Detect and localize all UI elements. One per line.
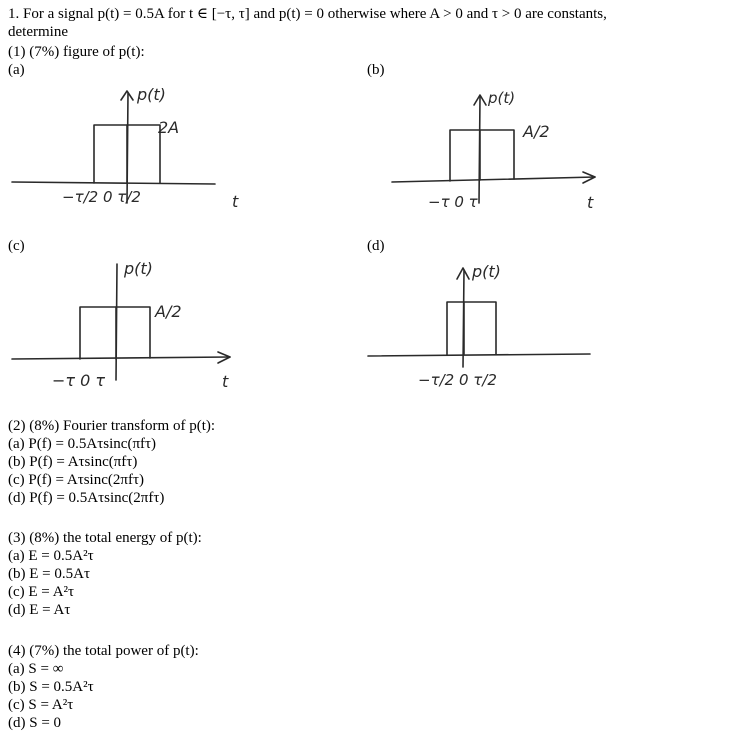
figure-b-time-axis: [392, 177, 595, 182]
figure-a: [0, 75, 300, 220]
figure-a-time-axis: [12, 182, 215, 184]
figure-b: [380, 75, 680, 220]
part3-option-d: (d) E = Aτ: [8, 602, 71, 618]
figure-d-pulse: [447, 302, 496, 355]
part4-option-c: (c) S = A²τ: [8, 697, 74, 713]
part3-section: [8, 529, 202, 619]
figure-d-time-axis: [368, 354, 590, 356]
option-d-label: (d): [367, 238, 385, 254]
figure-d-ylabel: p(t): [472, 262, 501, 281]
option-c-label: (c): [8, 238, 25, 254]
part2-section: [8, 417, 215, 507]
figure-b-ylabel: p(t): [488, 89, 516, 107]
part3-option-c: (c) E = A²τ: [8, 584, 75, 600]
figure-c-pulse: [80, 307, 150, 359]
figure-c-amplitude: A/2: [155, 302, 182, 321]
figure-a-ylabel: p(t): [137, 85, 166, 104]
part4-heading: (4) (7%) the total power of p(t):: [8, 643, 199, 659]
part4-section: [8, 642, 199, 732]
part4-option-d: (d) S = 0: [8, 715, 62, 731]
part4-option-b: (b) S = 0.5A²τ: [8, 679, 94, 695]
part3-heading: (3) (8%) the total energy of p(t):: [8, 530, 202, 546]
figure-a-arrowhead: [121, 91, 133, 100]
figure-b-pulse: [450, 130, 514, 181]
figure-c: [0, 250, 300, 395]
figure-d-ticks: −τ/2 0 τ/2: [418, 371, 497, 389]
part3-option-b: (b) E = 0.5Aτ: [8, 566, 90, 582]
figure-a-xlabel: t: [232, 192, 239, 211]
figure-b-amplitude: A/2: [523, 122, 550, 141]
figure-c-time-axis: [12, 357, 230, 359]
part2-option-b: (b) P(f) = Aτsinc(πfτ): [8, 454, 138, 470]
figure-b-ticks: −τ 0 τ: [428, 193, 478, 211]
figure-b-xlabel: t: [587, 193, 594, 212]
question-line-2: determine: [8, 24, 68, 40]
figure-c-ticks: −τ 0 τ: [52, 371, 106, 390]
part1-heading: (1) (7%) figure of p(t):: [8, 44, 145, 60]
figure-d: [360, 250, 660, 395]
figure-c-xlabel: t: [222, 372, 229, 391]
option-a-label: (a): [8, 62, 25, 78]
figure-a-amplitude: 2A: [158, 118, 180, 137]
part2-option-a: (a) P(f) = 0.5Aτsinc(πfτ): [8, 436, 157, 452]
part3-option-a: (a) E = 0.5A²τ: [8, 548, 94, 564]
part4-option-a: (a) S = ∞: [8, 661, 64, 677]
part2-option-c: (c) P(f) = Aτsinc(2πfτ): [8, 472, 144, 488]
question-line-1: 1. For a signal p(t) = 0.5A for t ∈ [−τ, τ] and p(t) = 0 otherwise where A > 0 and τ > 0 are constants,: [8, 6, 607, 22]
option-b-label: (b): [367, 62, 385, 78]
figure-c-ylabel: p(t): [124, 259, 153, 278]
part2-heading: (2) (8%) Fourier transform of p(t):: [8, 418, 216, 434]
figure-a-ticks: −τ/2 0 τ/2: [62, 188, 141, 206]
part2-option-d: (d) P(f) = 0.5Aτsinc(2πfτ): [8, 490, 165, 506]
